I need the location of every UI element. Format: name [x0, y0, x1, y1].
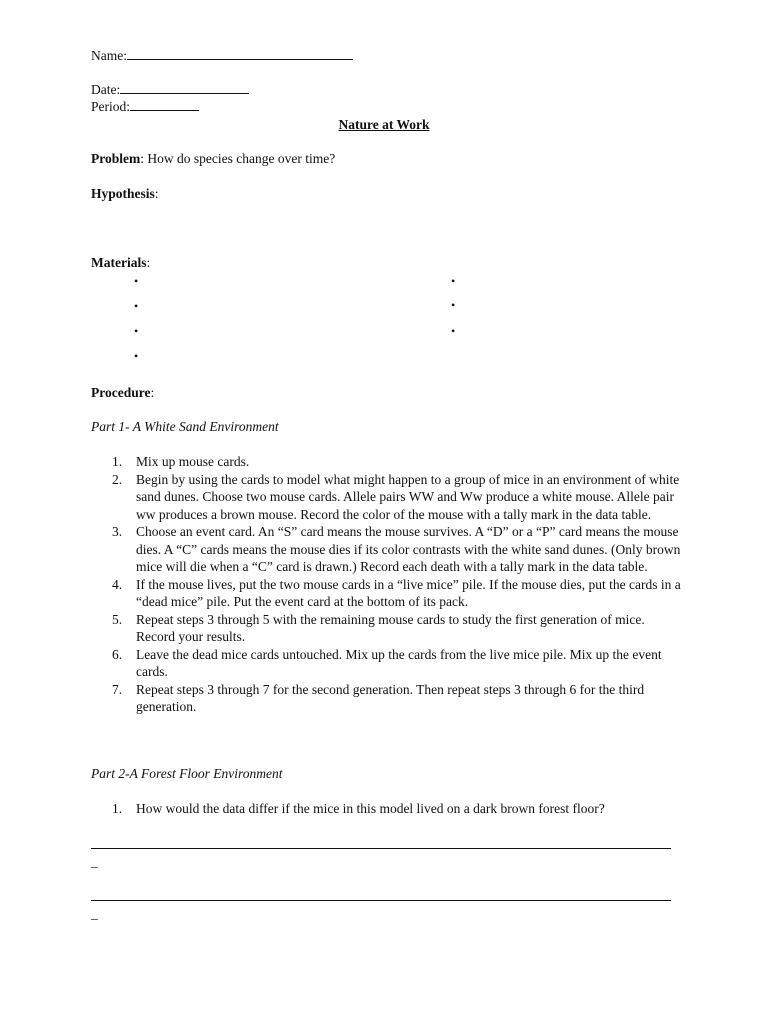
materials-line	[91, 254, 150, 271]
materials-label: Materials	[91, 255, 147, 270]
materials-bullet: •	[134, 324, 139, 338]
hypothesis-label: Hypothesis	[91, 186, 155, 201]
step-number: 7.	[112, 681, 123, 697]
step-number: 3.	[112, 524, 123, 539]
step-item	[91, 646, 681, 681]
step-text: Choose an event card. An “S” card means the mouse survives. A “D” or a “P” card means the mouse dies. A “C” cards means the mouse dies if its color contrasts with the white sand dunes. (Only brown mice will die when a “C” card is drawn.) Record each death with a tally mark in the data table.	[136, 524, 681, 574]
name-blank	[127, 47, 353, 60]
page-title: Nature at Work	[338, 117, 430, 132]
step-text: If the mouse lives, put the two mouse cards in a “live mice” pile. If the mouse dies, put the cards in a “dead mice” pile. Put the event card at the bottom of its pack.	[136, 576, 681, 609]
step-number: 5.	[112, 611, 123, 627]
step-item	[91, 471, 681, 524]
materials-bullet: •	[451, 274, 456, 288]
date-blank	[120, 81, 249, 94]
step-number: 2.	[112, 471, 123, 487]
step-item	[91, 611, 681, 646]
date-field	[91, 81, 249, 98]
procedure-label: Procedure	[91, 385, 151, 400]
materials-bullet: •	[134, 274, 139, 288]
hypothesis-colon: :	[154, 186, 159, 201]
problem-text: : How do species change over time?	[140, 151, 336, 166]
answer-line-tail: _	[91, 854, 98, 869]
part1-heading: Part 1- A White Sand Environment	[91, 419, 279, 434]
step-text: Begin by using the cards to model what might happen to a group of mice in an environment of white sand dunes. Choose two mouse cards. Allele pairs WW and Ww produce a white mouse. Allele pair ww produces a brown mouse. Record the color of the mouse with a tally mark in the data table.	[136, 471, 680, 522]
procedure-line	[91, 384, 154, 401]
step-number: 6.	[112, 646, 123, 662]
procedure-steps	[91, 453, 681, 716]
step-item	[91, 453, 681, 471]
problem-label: Problem	[91, 151, 141, 166]
step-text: Repeat steps 3 through 5 with the remaining mouse cards to study the first generation of mice. Record your results.	[136, 611, 645, 644]
part2-heading: Part 2-A Forest Floor Environment	[91, 766, 283, 781]
date-label: Date:	[91, 82, 121, 97]
name-field	[91, 47, 353, 64]
step-item	[91, 681, 681, 716]
hypothesis-line	[91, 185, 159, 202]
step-number: 4.	[112, 576, 123, 592]
period-blank	[130, 98, 199, 111]
answer-line[interactable]	[91, 848, 671, 849]
materials-colon: :	[146, 255, 151, 270]
procedure-colon: :	[150, 385, 155, 400]
step-number: 1.	[112, 454, 123, 469]
step-item	[91, 576, 681, 611]
step-text: Repeat steps 3 through 7 for the second generation. Then repeat steps 3 through 6 for the third generation.	[136, 681, 645, 714]
materials-bullet: •	[134, 349, 139, 363]
step-item	[91, 523, 681, 576]
materials-bullet: •	[134, 299, 139, 313]
problem-line	[91, 150, 335, 167]
part2-question-number: 1.	[112, 801, 123, 816]
answer-line-tail: _	[91, 906, 98, 921]
materials-bullet: •	[451, 298, 456, 312]
period-label: Period:	[91, 99, 130, 114]
materials-bullet: •	[451, 324, 456, 338]
period-field	[91, 98, 199, 115]
step-text: Mix up mouse cards.	[136, 454, 250, 469]
part2-question: How would the data differ if the mice in this model lived on a dark brown forest floor?	[136, 801, 605, 816]
step-text: Leave the dead mice cards untouched. Mix up the cards from the live mice pile. Mix up the event cards.	[136, 646, 662, 679]
answer-line[interactable]	[91, 900, 671, 901]
name-label: Name:	[91, 48, 127, 63]
